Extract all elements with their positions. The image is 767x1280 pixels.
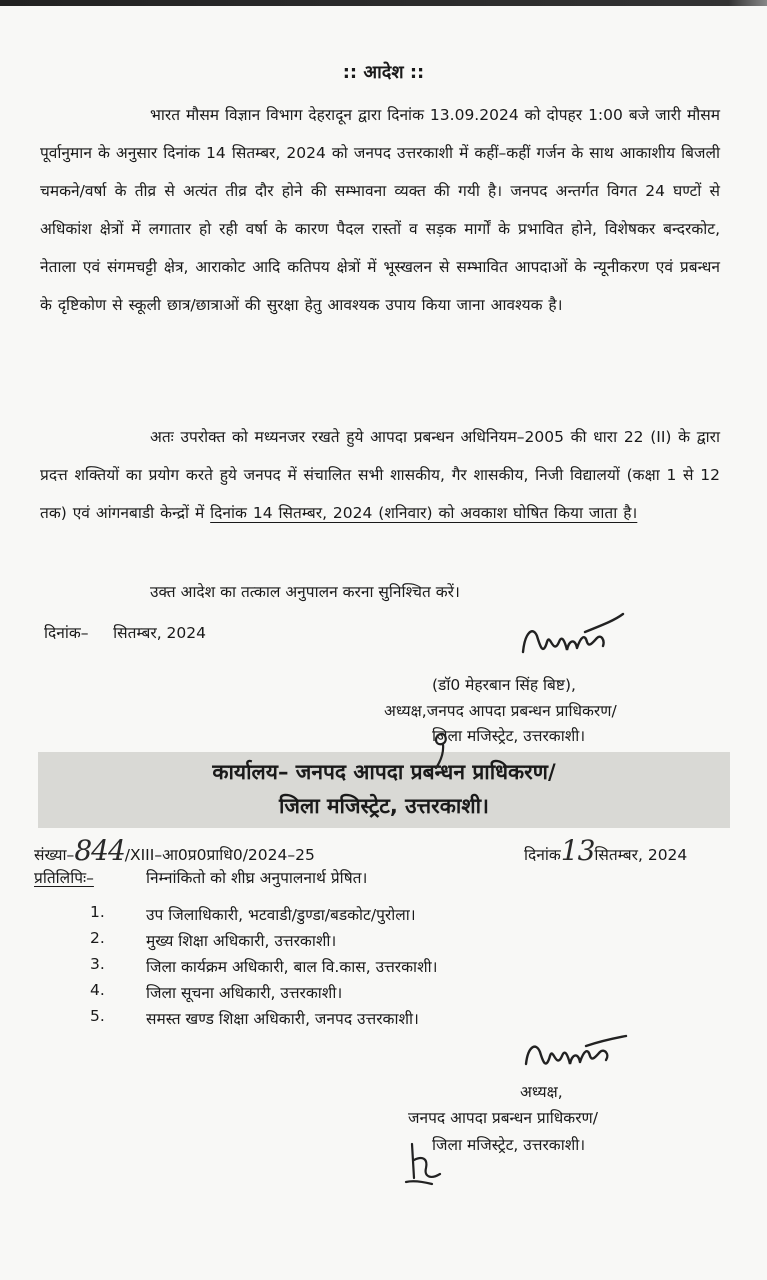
signatory-1-designation-2: जिला मजिस्ट्रेट, उत्तरकाशी। [432,727,586,745]
reference-suffix: /XIII–आ0प्र0प्राधि0/2024–25 [124,846,315,864]
list-item-number: 3. [90,955,105,973]
signatory-2-designation-0: अध्यक्ष, [520,1083,563,1101]
order-paragraph-2 [40,418,720,532]
list-item-text: जिला कार्यक्रम अधिकारी, बाल वि.कास, उत्तरकाशी। [146,958,438,976]
reference-prefix: संख्या– [34,846,75,864]
office-line-2: जिला मजिस्ट्रेट, उत्तरकाशी। [278,794,490,818]
signatory-1-name: (डॉ0 मेहरबान सिंह बिष्ट), [432,676,576,694]
list-item-number: 1. [90,903,105,921]
holiday-declaration: दिनांक 14 सितम्बर, 2024 (शनिवार) को अवकाश घोषित किया जाता है। [210,504,638,522]
date-line: दिनांक– सितम्बर, 2024 [44,624,207,642]
signatory-2-designation-2: जिला मजिस्ट्रेट, उत्तरकाशी। [432,1136,586,1154]
order-paragraph-2-text: अतः उपरोक्त को मध्यनजर रखते हुये आपदा प्रबन्धन अधिनियम–2005 की धारा 22 (II) के द्वारा प्रदत्त शक्तियों का प्रयोग करते हुये जनपद में संचालित सभी शासकीय, गैर शासकीय, निजी विद्यालयों (कक्षा 1 से 12 तक) एवं आंगनबाडी केन्द्रों में [40,428,720,522]
reference-number-line [34,834,315,867]
copy-intro: निम्नांकितो को शीघ्र अनुपालनार्थ प्रेषित। [146,869,368,887]
list-item-number: 5. [90,1007,105,1025]
list-item-text: मुख्य शिक्षा अधिकारी, उत्तरकाशी। [146,932,337,950]
list-item-number: 4. [90,981,105,999]
order-title: :: आदेश :: [342,62,425,83]
reference-date-line [524,834,687,867]
signature-1 [515,612,625,670]
handwritten-mark [428,728,456,772]
copy-label: प्रतिलिपिः– [34,869,94,887]
signatory-2-designation-1: जनपद आपदा प्रबन्धन प्राधिकरण/ [408,1109,598,1127]
compliance-line: उक्त आदेश का तत्काल अनुपालन करना सुनिश्चित करें। [150,583,460,601]
signature-2 [520,1030,630,1080]
office-line-1: कार्यालय– जनपद आपदा प्रबन्धन प्राधिकरण/ [212,760,556,784]
handwritten-initials [402,1138,446,1188]
handwritten-reference-number: 844 [74,834,125,867]
list-item-text: उप जिलाधिकारी, भटवाडी/डुण्डा/बडकोट/पुरोला। [146,906,416,924]
reference-date-suffix: सितम्बर, 2024 [594,846,688,864]
signatory-1-designation-1: अध्यक्ष,जनपद आपदा प्रबन्धन प्राधिकरण/ [384,702,617,720]
handwritten-reference-date: 13 [560,834,595,867]
reference-date-prefix: दिनांक [524,846,561,864]
order-paragraph-1: भारत मौसम विज्ञान विभाग देहरादून द्वारा दिनांक 13.09.2024 को दोपहर 1:00 बजे जारी मौसम पूर्वानुमान के अनुसार दिनांक 14 सितम्बर, 2024 को जनपद उत्तरकाशी में कहीं–कहीं गर्जन के साथ आकाशीय बिजली चमकने/वर्षा के तीव्र से अत्यंत तीव्र दौर होने की सम्भावना व्यक्त की गयी है। जनपद अन्तर्गत विगत 24 घण्टों से अधिकांश क्षेत्रों में लगातार हो रही वर्षा के कारण पैदल रास्तों व सड़क मार्गों के प्रभावित होने, विशेषकर बन्दरकोट, नेताला एवं संगमचट्टी क्षेत्र, आराकोट आदि कतिपय क्षेत्रों में भूस्खलन से सम्भावित आपदाओं के न्यूनीकरण एवं प्रबन्धन के दृष्टिकोण से स्कूली छात्र/छात्राओं की सुरक्षा हेतु आवश्यक उपाय किया जाना आवश्यक है। [40,106,720,314]
list-item-text: जिला सूचना अधिकारी, उत्तरकाशी। [146,984,343,1002]
list-item-number: 2. [90,929,105,947]
list-item-text: समस्त खण्ड शिक्षा अधिकारी, जनपद उत्तरकाशी। [146,1010,419,1028]
